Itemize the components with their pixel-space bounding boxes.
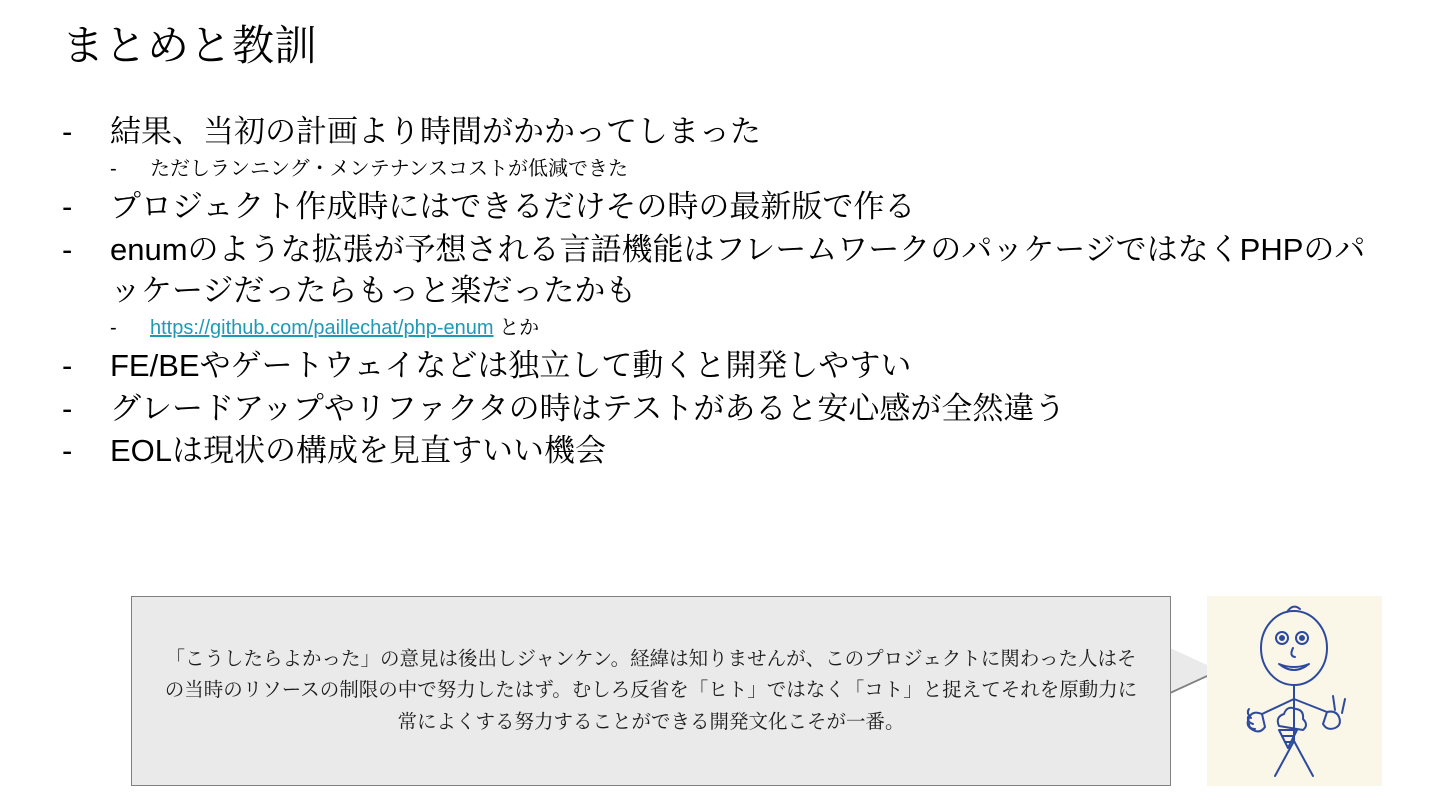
list-item (62, 346, 1382, 387)
bullet-text: プロジェクト作成時にはできるだけその時の最新版で作る (110, 188, 916, 224)
list-item (62, 230, 1382, 312)
php-enum-link[interactable]: https://github.com/paillechat/php-enum (150, 316, 494, 339)
list-item (62, 112, 1382, 153)
list-item (62, 155, 1382, 183)
bullet-text: ただしランニング・メンテナンスコストが低減できた (150, 157, 628, 180)
list-item (62, 187, 1382, 228)
bullet-marker: - (62, 114, 73, 149)
bullet-list (62, 112, 1382, 474)
bullet-text-with-link (150, 314, 1382, 342)
bullet-text: グレードアップやリファクタの時はテストがあると安心感が全然違う (110, 390, 1066, 426)
stick-figure-doodle-icon (1207, 596, 1382, 786)
bullet-marker: - (110, 316, 117, 339)
bullet-marker: - (62, 390, 73, 426)
callout-text: 「こうしたらよかった」の意見は後出しジャンケン。経緯は知りませんが、このプロジェクトに関わった人はその当時のリソースの制限の中で努力したはず。むしろ反省を「ヒト」ではなく「コト」と捉えてそれを原動力に常によくする努力することができる開発文化こそが一番。 (164, 647, 1138, 733)
bullet-text: EOLは現状の構成を見直すいい機会 (110, 433, 607, 469)
bullet-marker: - (62, 188, 73, 224)
page-title: まとめと教訓 (62, 22, 318, 69)
bullet-text-suffix: とか (493, 316, 540, 339)
bullet-marker: - (62, 231, 73, 267)
bullet-text: 結果、当初の計画より時間がかかってしまった (110, 114, 761, 149)
list-item (62, 389, 1382, 430)
list-item (62, 431, 1382, 472)
bullet-text: FE/BEやゲートウェイなどは独立して動くと開発しやすい (110, 347, 912, 383)
illustration-panel (1207, 596, 1382, 786)
callout-box (131, 596, 1171, 786)
bullet-text: enumのような拡張が予想される言語機能はフレームワークのパッケージではなくPHPのパッケージだったらもっと楽だったかも (110, 231, 1366, 308)
bullet-marker: - (62, 347, 73, 383)
list-item (62, 314, 1382, 342)
bullet-marker: - (62, 433, 73, 469)
bullet-marker: - (110, 157, 117, 180)
